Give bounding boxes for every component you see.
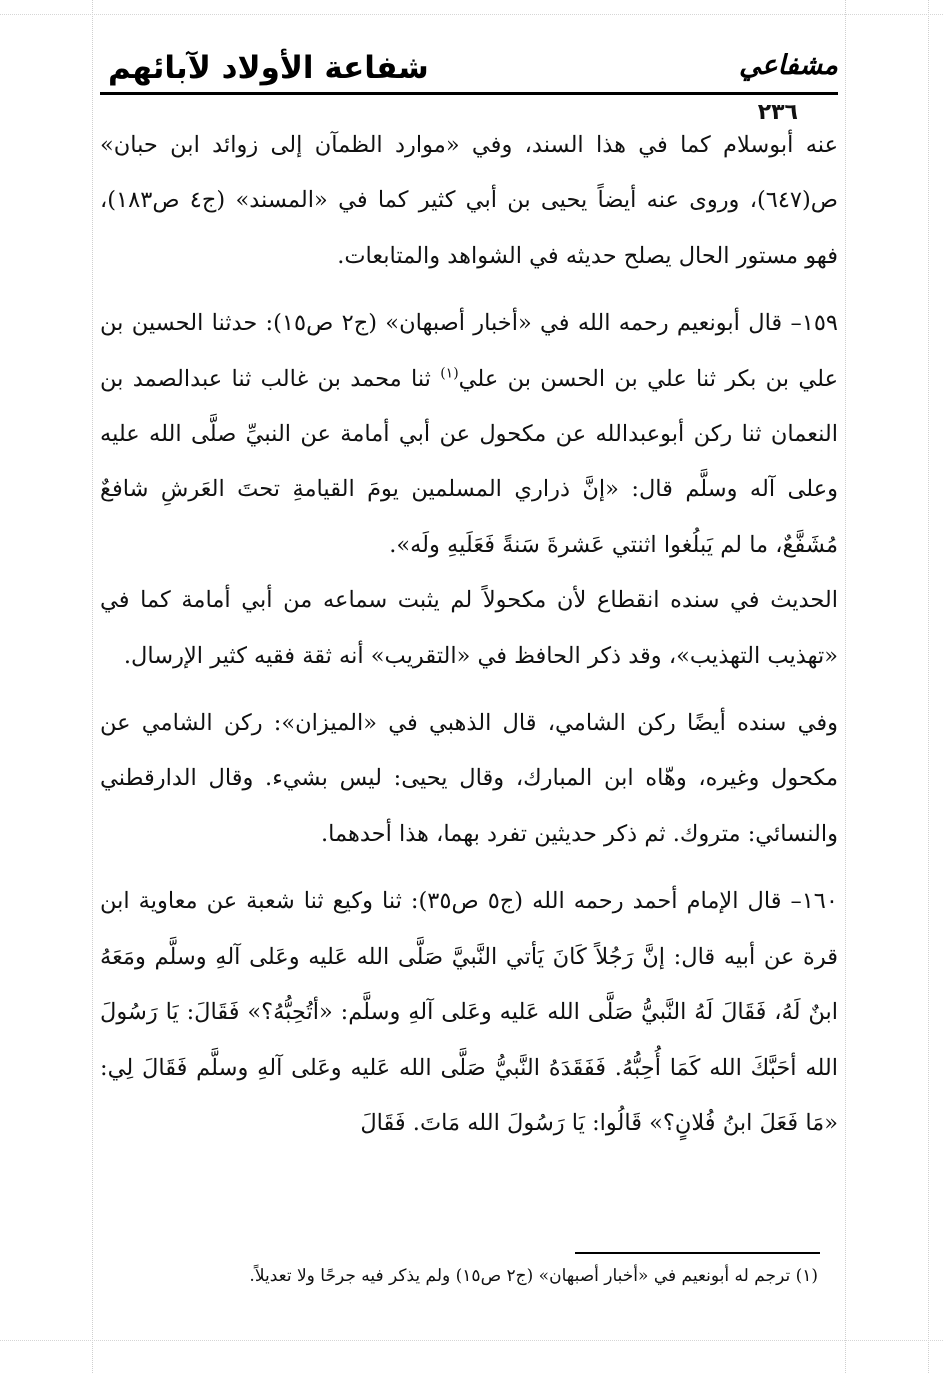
hadith-159-intro [100,296,838,573]
scan-guide-line [928,0,929,1373]
scan-guide-line [0,1340,943,1341]
hadith-159-isnad: ١٥٩– قال أبونعيم رحمه الله في «أخبار أصبهان» (ج٢ ص١٥): حدثنا الحسين بن علي بن بكر ثنا علي بن الحسن بن علي [100,310,839,392]
scan-guide-line [0,14,943,15]
footnote-marker: (١) [440,365,459,382]
scan-guide-line [845,0,846,1373]
paragraph-continuation: عنه أبوسلام كما في هذا السند، وفي «موارد الظمآن إلى زوائد ابن حبان» ص(٦٤٧)، وروى عنه أيضاً يحيى بن أبي كثير كما في «المسند» (ج٤ ص١٨٣)، فهو مستور الحال يصلح حديثه في الشواهد والمتابعات. [100,132,838,269]
hadith-159-narrator-note: وفي سنده أيضًا ركن الشامي، قال الذهبي في «الميزان»: ركن الشامي عن مكحول وغيره، وهّاه ابن المبارك، وقال يحيى: ليس بشيء. وقال الدارقطني والنسائي: متروك. ثم ذكر حديثين تفرد بهما، هذا أحدهما. [100,710,838,847]
hadith-160: ١٦٠– قال الإمام أحمد رحمه الله (ج٥ ص٣٥): ثنا وكيع ثنا شعبة عن معاوية ابن قرة عن أبيه قال: إنَّ رَجُلاً كَانَ يَأتي النَّبيَّ صَلَّى الله عَليه وعَلى آلهِ وسلَّم ومَعَهُ ابنٌ لَهُ، فَقَالَ لَهُ النَّبيُّ صَلَّى الله عَليه وعَلى آلهِ وسلَّم: «أتُحِبُّهُ؟» فَقَالَ: يَا رَسُولَ الله أحَبَّكَ الله كَمَا أُحِبُّهُ. فَفَقَدَهُ النَّبيُّ صَلَّى الله عَليه وعَلى آلهِ وسلَّم فَقَالَ لِي: «مَا فَعَلَ ابنُ فُلانٍ؟» قَالُوا: يَا رَسُولَ الله مَاتَ. فَقَالَ [100,888,838,1136]
series-logo: مشفاعي [738,50,838,81]
running-title: شفاعة الأولاد لآبائهم [108,50,429,86]
scan-guide-line [92,0,93,1373]
main-text [100,118,838,1151]
hadith-159-commentary: الحديث في سنده انقطاع لأن مكحولاً لم يثبت سماعه من أبي أمامة كما في «تهذيب التهذيب»، وقد ذكر الحافظ في «التقريب» أنه ثقة فقيه كثير الإرسال. [100,587,838,669]
footnote-divider [575,1252,820,1254]
footnote: (١) ترجم له أبونعيم في «أخبار أصبهان» (ج٢ ص١٥) ولم يذكر فيه جرحًا ولا تعديلاً. [249,1266,818,1286]
hadith-159-text: ثنا محمد بن غالب ثنا عبدالصمد بن النعمان ثنا ركن أبوعبدالله عن مكحول عن أبي أمامة عن النبيِّ صلَّى الله عليه وعلى آله وسلَّم قال: «إنَّ ذراري المسلمين يومَ القيامةِ تحتَ العَرشِ شافعٌ مُشَفَّعٌ، ما لم يَبلُغوا اثنتي عَشرةَ سَنةً فَعَلَيهِ ولَه». [100,365,838,558]
page-number: ٢٣٦ [757,100,798,125]
header-divider [100,92,838,95]
page-header [100,38,838,125]
